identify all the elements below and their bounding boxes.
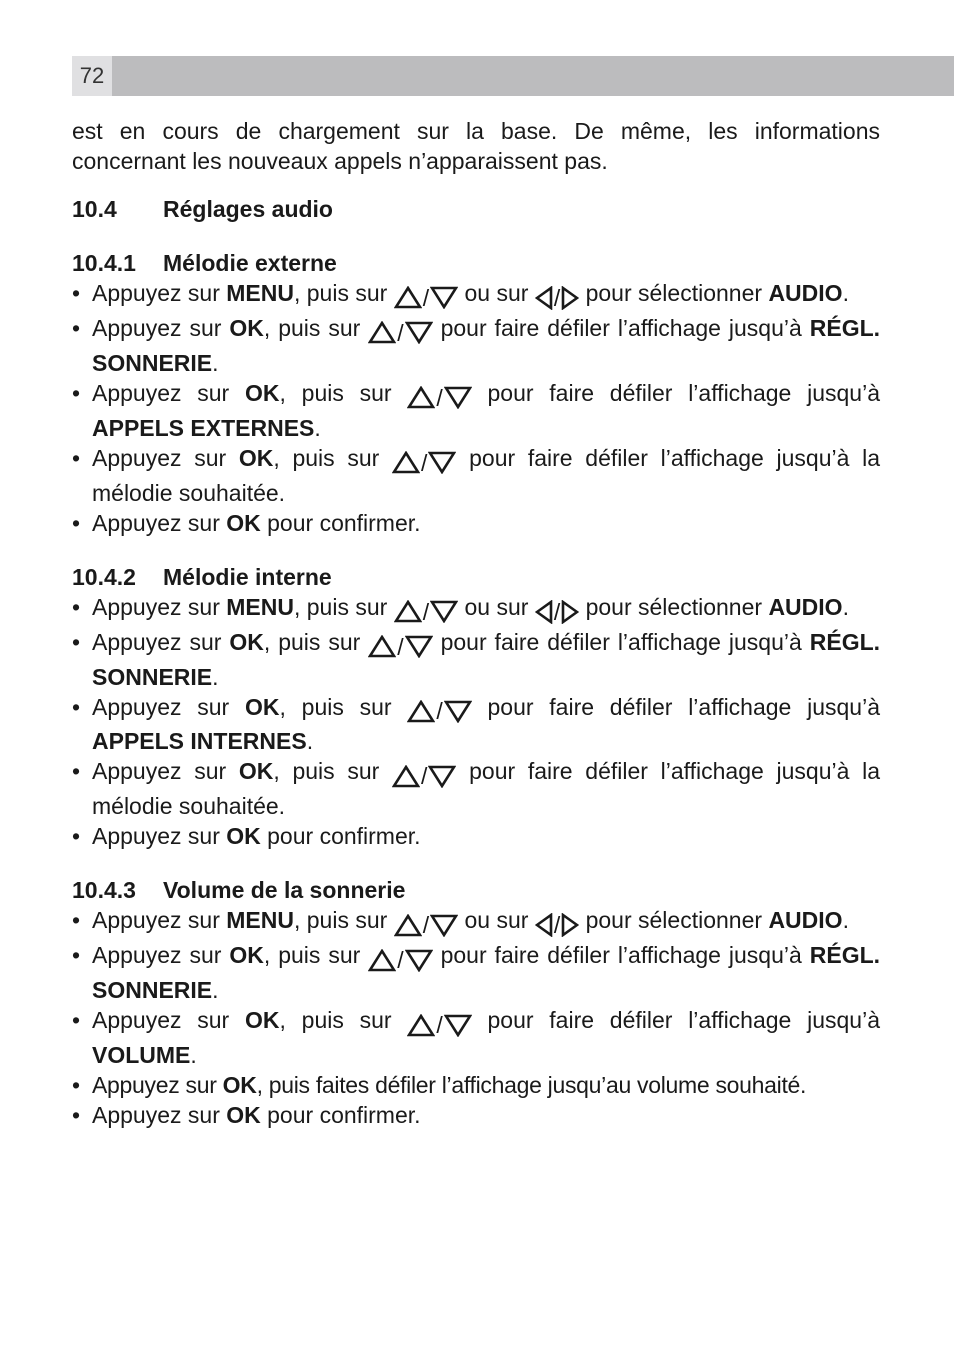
slash-separator: / <box>397 947 404 974</box>
subsection-heading <box>72 562 880 592</box>
down-triangle-icon <box>430 914 458 937</box>
subsection-heading <box>72 875 880 905</box>
subsection-number: 10.4.2 <box>72 563 136 590</box>
up-triangle-icon <box>394 286 422 309</box>
slash-separator: / <box>436 1012 443 1039</box>
left-triangle-icon <box>535 286 553 310</box>
up-triangle-icon <box>368 949 396 972</box>
slash-separator: / <box>436 698 443 725</box>
up-down-arrows <box>407 1008 471 1040</box>
subsection-number: 10.4.1 <box>72 250 136 276</box>
right-triangle-icon <box>561 286 579 310</box>
section-heading <box>72 194 880 224</box>
instruction-list <box>72 905 880 1130</box>
list-item: • Appuyez sur OK, puis sur / pour faire défiler l’affichage jusqu’à la mélodie souhaitée. <box>72 443 880 508</box>
list-item: • Appuyez sur MENU, puis sur / ou sur / pour sélectionner AUDIO. <box>72 905 880 940</box>
down-triangle-icon <box>444 700 472 723</box>
up-triangle-icon <box>368 321 396 344</box>
slash-separator: / <box>553 912 561 939</box>
up-triangle-icon <box>407 700 435 723</box>
list-item: • Appuyez sur OK, puis sur / pour faire défiler l’affichage jusqu’à RÉGL. SONNERIE. <box>72 940 880 1005</box>
list-item: • Appuyez sur OK, puis sur / pour faire défiler l’affichage jusqu’à la mélodie souhaitée. <box>72 756 880 821</box>
list-item: • Appuyez sur MENU, puis sur / ou sur / pour sélectionner AUDIO. <box>72 278 880 313</box>
slash-separator: / <box>436 384 443 411</box>
up-down-arrows <box>394 595 458 627</box>
left-triangle-icon <box>535 600 553 624</box>
left-right-arrows <box>535 281 579 313</box>
down-triangle-icon <box>444 386 472 409</box>
down-triangle-icon <box>444 1014 472 1037</box>
up-triangle-icon <box>368 635 396 658</box>
down-triangle-icon <box>428 765 456 788</box>
subsection-title: Mélodie externe <box>163 250 337 276</box>
slash-separator: / <box>421 449 428 476</box>
list-item: • Appuyez sur OK pour confirmer. <box>72 821 880 851</box>
page-content <box>72 116 880 1130</box>
down-triangle-icon <box>430 600 458 623</box>
up-down-arrows <box>368 630 432 662</box>
right-triangle-icon <box>561 600 579 624</box>
down-triangle-icon <box>405 635 433 658</box>
list-item: • Appuyez sur OK, puis sur / pour faire défiler l’affichage jusqu’à RÉGL. SONNERIE. <box>72 313 880 378</box>
subsection-title: Volume de la sonnerie <box>163 877 406 904</box>
down-triangle-icon <box>405 321 433 344</box>
section-number: 10.4 <box>72 196 117 222</box>
up-triangle-icon <box>407 1014 435 1037</box>
slash-separator: / <box>421 763 428 790</box>
left-right-arrows <box>535 595 579 627</box>
list-item: • Appuyez sur OK, puis sur / pour faire défiler l’affichage jusqu’à APPELS INTERNES. <box>72 692 880 757</box>
up-triangle-icon <box>394 600 422 623</box>
up-triangle-icon <box>392 451 420 474</box>
down-triangle-icon <box>428 451 456 474</box>
header-bar <box>72 56 954 96</box>
slash-separator: / <box>397 319 404 346</box>
list-item: • Appuyez sur OK, puis sur / pour faire défiler l’affichage jusqu’à VOLUME. <box>72 1005 880 1070</box>
slash-separator: / <box>397 633 404 660</box>
intro-paragraph: est en cours de chargement sur la base. De même, les informations concernant les nouveaux appels n’apparaissent pas. <box>72 118 880 174</box>
page-number: 72 <box>72 56 112 96</box>
left-triangle-icon <box>535 913 553 937</box>
subsection-number: 10.4.3 <box>72 877 136 904</box>
up-down-arrows <box>368 316 432 348</box>
up-down-arrows <box>394 908 458 940</box>
instruction-list <box>72 278 880 538</box>
slash-separator: / <box>422 284 430 311</box>
list-item: • Appuyez sur OK, puis faites défiler l’affichage jusqu’au volume souhaité. <box>72 1070 880 1100</box>
subsection-heading <box>72 248 880 278</box>
up-down-arrows <box>407 381 471 413</box>
up-down-arrows <box>368 943 432 975</box>
up-down-arrows <box>392 446 456 478</box>
right-triangle-icon <box>561 913 579 937</box>
down-triangle-icon <box>405 949 433 972</box>
list-item: • Appuyez sur OK pour confirmer. <box>72 1100 880 1130</box>
slash-separator: / <box>422 598 430 625</box>
list-item: • Appuyez sur OK, puis sur / pour faire défiler l’affichage jusqu’à RÉGL. SONNERIE. <box>72 627 880 692</box>
left-right-arrows <box>535 908 579 940</box>
up-triangle-icon <box>392 765 420 788</box>
up-triangle-icon <box>407 386 435 409</box>
up-down-arrows <box>407 695 471 727</box>
list-item: • Appuyez sur MENU, puis sur / ou sur / pour sélectionner AUDIO. <box>72 592 880 627</box>
up-down-arrows <box>394 281 458 313</box>
instruction-list <box>72 592 880 852</box>
list-item: • Appuyez sur OK pour confirmer. <box>72 508 880 538</box>
slash-separator: / <box>553 598 561 625</box>
list-item: • Appuyez sur OK, puis sur / pour faire défiler l’affichage jusqu’à APPELS EXTERNES. <box>72 378 880 443</box>
slash-separator: / <box>422 912 430 939</box>
up-triangle-icon <box>394 914 422 937</box>
section-title: Réglages audio <box>163 196 333 222</box>
subsection-title: Mélodie interne <box>163 563 332 590</box>
slash-separator: / <box>553 284 561 311</box>
up-down-arrows <box>392 759 456 791</box>
down-triangle-icon <box>430 286 458 309</box>
